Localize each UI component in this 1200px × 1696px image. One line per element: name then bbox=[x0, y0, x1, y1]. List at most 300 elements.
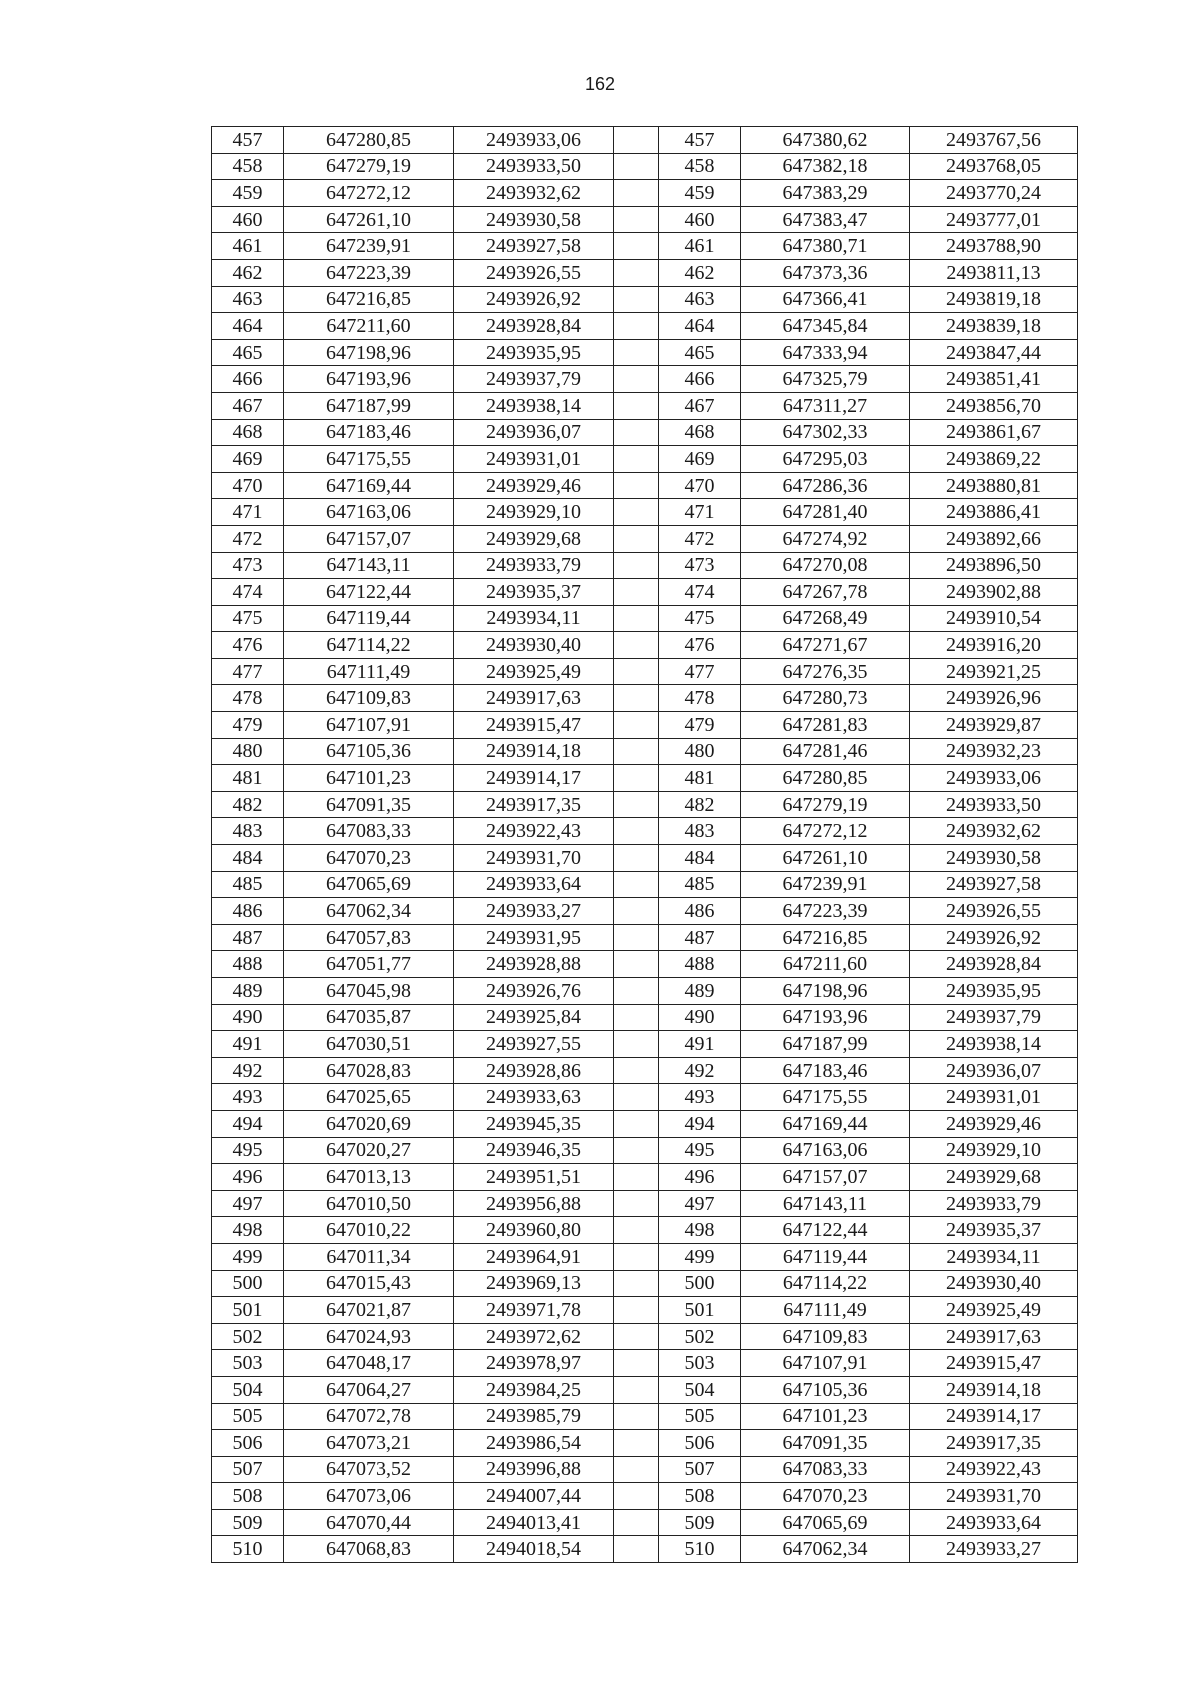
empty-separator-cell bbox=[614, 1403, 659, 1430]
table-row bbox=[212, 233, 1078, 260]
point-number-left: 477 bbox=[212, 658, 284, 685]
x-coordinate-right: 647267,78 bbox=[741, 579, 910, 606]
y-coordinate-left: 2493978,97 bbox=[454, 1350, 614, 1377]
point-number-right: 470 bbox=[659, 472, 741, 499]
y-coordinate-right: 2493917,63 bbox=[910, 1323, 1078, 1350]
table-row bbox=[212, 1350, 1078, 1377]
point-number-right: 482 bbox=[659, 791, 741, 818]
empty-separator-cell bbox=[614, 845, 659, 872]
x-coordinate-right: 647143,11 bbox=[741, 1190, 910, 1217]
x-coordinate-right: 647272,12 bbox=[741, 818, 910, 845]
empty-separator-cell bbox=[614, 552, 659, 579]
x-coordinate-right: 647280,73 bbox=[741, 685, 910, 712]
y-coordinate-left: 2493936,07 bbox=[454, 419, 614, 446]
y-coordinate-right: 2493777,01 bbox=[910, 206, 1078, 233]
table-row bbox=[212, 845, 1078, 872]
point-number-right: 462 bbox=[659, 259, 741, 286]
table-row bbox=[212, 1137, 1078, 1164]
table-row bbox=[212, 632, 1078, 659]
table-row bbox=[212, 765, 1078, 792]
x-coordinate-left: 647261,10 bbox=[284, 206, 454, 233]
x-coordinate-left: 647280,85 bbox=[284, 127, 454, 154]
x-coordinate-right: 647119,44 bbox=[741, 1243, 910, 1270]
table-row bbox=[212, 1376, 1078, 1403]
point-number-right: 480 bbox=[659, 738, 741, 765]
x-coordinate-right: 647383,47 bbox=[741, 206, 910, 233]
y-coordinate-left: 2493996,88 bbox=[454, 1456, 614, 1483]
y-coordinate-right: 2493931,70 bbox=[910, 1483, 1078, 1510]
table-row bbox=[212, 712, 1078, 739]
x-coordinate-right: 647276,35 bbox=[741, 658, 910, 685]
point-number-left: 509 bbox=[212, 1509, 284, 1536]
table-row bbox=[212, 313, 1078, 340]
y-coordinate-right: 2493933,50 bbox=[910, 791, 1078, 818]
x-coordinate-left: 647111,49 bbox=[284, 658, 454, 685]
x-coordinate-right: 647279,19 bbox=[741, 791, 910, 818]
table-row bbox=[212, 818, 1078, 845]
point-number-left: 478 bbox=[212, 685, 284, 712]
x-coordinate-left: 647064,27 bbox=[284, 1376, 454, 1403]
table-row bbox=[212, 472, 1078, 499]
point-number-left: 493 bbox=[212, 1084, 284, 1111]
point-number-right: 460 bbox=[659, 206, 741, 233]
point-number-right: 500 bbox=[659, 1270, 741, 1297]
empty-separator-cell bbox=[614, 127, 659, 154]
x-coordinate-right: 647373,36 bbox=[741, 259, 910, 286]
point-number-left: 500 bbox=[212, 1270, 284, 1297]
x-coordinate-left: 647020,27 bbox=[284, 1137, 454, 1164]
point-number-left: 510 bbox=[212, 1536, 284, 1563]
y-coordinate-left: 2493929,10 bbox=[454, 499, 614, 526]
empty-separator-cell bbox=[614, 898, 659, 925]
empty-separator-cell bbox=[614, 366, 659, 393]
point-number-left: 502 bbox=[212, 1323, 284, 1350]
y-coordinate-right: 2493914,18 bbox=[910, 1376, 1078, 1403]
point-number-right: 490 bbox=[659, 1004, 741, 1031]
point-number-left: 494 bbox=[212, 1110, 284, 1137]
empty-separator-cell bbox=[614, 1190, 659, 1217]
table-row bbox=[212, 419, 1078, 446]
y-coordinate-left: 2493969,13 bbox=[454, 1270, 614, 1297]
point-number-right: 465 bbox=[659, 339, 741, 366]
x-coordinate-right: 647198,96 bbox=[741, 978, 910, 1005]
y-coordinate-right: 2493896,50 bbox=[910, 552, 1078, 579]
x-coordinate-right: 647070,23 bbox=[741, 1483, 910, 1510]
x-coordinate-left: 647169,44 bbox=[284, 472, 454, 499]
x-coordinate-right: 647122,44 bbox=[741, 1217, 910, 1244]
y-coordinate-left: 2493927,58 bbox=[454, 233, 614, 260]
empty-separator-cell bbox=[614, 1243, 659, 1270]
x-coordinate-left: 647073,52 bbox=[284, 1456, 454, 1483]
y-coordinate-left: 2493951,51 bbox=[454, 1164, 614, 1191]
x-coordinate-left: 647030,51 bbox=[284, 1031, 454, 1058]
x-coordinate-left: 647010,50 bbox=[284, 1190, 454, 1217]
point-number-right: 510 bbox=[659, 1536, 741, 1563]
y-coordinate-right: 2493811,13 bbox=[910, 259, 1078, 286]
empty-separator-cell bbox=[614, 1270, 659, 1297]
x-coordinate-left: 647163,06 bbox=[284, 499, 454, 526]
point-number-left: 473 bbox=[212, 552, 284, 579]
point-number-left: 483 bbox=[212, 818, 284, 845]
x-coordinate-right: 647175,55 bbox=[741, 1084, 910, 1111]
x-coordinate-left: 647143,11 bbox=[284, 552, 454, 579]
point-number-right: 481 bbox=[659, 765, 741, 792]
x-coordinate-left: 647072,78 bbox=[284, 1403, 454, 1430]
x-coordinate-left: 647073,21 bbox=[284, 1430, 454, 1457]
x-coordinate-left: 647057,83 bbox=[284, 924, 454, 951]
x-coordinate-left: 647010,22 bbox=[284, 1217, 454, 1244]
y-coordinate-left: 2493926,76 bbox=[454, 978, 614, 1005]
y-coordinate-left: 2493964,91 bbox=[454, 1243, 614, 1270]
empty-separator-cell bbox=[614, 579, 659, 606]
point-number-left: 487 bbox=[212, 924, 284, 951]
y-coordinate-right: 2493933,79 bbox=[910, 1190, 1078, 1217]
empty-separator-cell bbox=[614, 871, 659, 898]
empty-separator-cell bbox=[614, 286, 659, 313]
y-coordinate-left: 2493930,58 bbox=[454, 206, 614, 233]
x-coordinate-right: 647261,10 bbox=[741, 845, 910, 872]
point-number-left: 491 bbox=[212, 1031, 284, 1058]
y-coordinate-right: 2493921,25 bbox=[910, 658, 1078, 685]
y-coordinate-right: 2493926,96 bbox=[910, 685, 1078, 712]
x-coordinate-left: 647021,87 bbox=[284, 1297, 454, 1324]
point-number-left: 503 bbox=[212, 1350, 284, 1377]
point-number-left: 462 bbox=[212, 259, 284, 286]
y-coordinate-left: 2493926,55 bbox=[454, 259, 614, 286]
empty-separator-cell bbox=[614, 1456, 659, 1483]
x-coordinate-left: 647070,44 bbox=[284, 1509, 454, 1536]
table-row bbox=[212, 339, 1078, 366]
y-coordinate-right: 2493929,87 bbox=[910, 712, 1078, 739]
y-coordinate-right: 2493851,41 bbox=[910, 366, 1078, 393]
empty-separator-cell bbox=[614, 392, 659, 419]
x-coordinate-left: 647183,46 bbox=[284, 419, 454, 446]
x-coordinate-right: 647295,03 bbox=[741, 446, 910, 473]
point-number-left: 471 bbox=[212, 499, 284, 526]
table-row bbox=[212, 499, 1078, 526]
point-number-left: 460 bbox=[212, 206, 284, 233]
x-coordinate-right: 647091,35 bbox=[741, 1430, 910, 1457]
y-coordinate-right: 2493938,14 bbox=[910, 1031, 1078, 1058]
coordinates-table bbox=[211, 126, 1078, 1563]
point-number-right: 476 bbox=[659, 632, 741, 659]
point-number-right: 485 bbox=[659, 871, 741, 898]
point-number-right: 507 bbox=[659, 1456, 741, 1483]
y-coordinate-left: 2493945,35 bbox=[454, 1110, 614, 1137]
point-number-right: 501 bbox=[659, 1297, 741, 1324]
y-coordinate-right: 2493927,58 bbox=[910, 871, 1078, 898]
point-number-right: 475 bbox=[659, 605, 741, 632]
empty-separator-cell bbox=[614, 1536, 659, 1563]
y-coordinate-left: 2493931,95 bbox=[454, 924, 614, 951]
x-coordinate-right: 647169,44 bbox=[741, 1110, 910, 1137]
y-coordinate-right: 2493933,06 bbox=[910, 765, 1078, 792]
point-number-left: 497 bbox=[212, 1190, 284, 1217]
x-coordinate-right: 647105,36 bbox=[741, 1376, 910, 1403]
table-row bbox=[212, 286, 1078, 313]
y-coordinate-left: 2493915,47 bbox=[454, 712, 614, 739]
point-number-left: 475 bbox=[212, 605, 284, 632]
table-row bbox=[212, 1297, 1078, 1324]
table-row bbox=[212, 1509, 1078, 1536]
y-coordinate-right: 2493917,35 bbox=[910, 1430, 1078, 1457]
table-row bbox=[212, 791, 1078, 818]
table-row bbox=[212, 525, 1078, 552]
table-row bbox=[212, 153, 1078, 180]
x-coordinate-right: 647109,83 bbox=[741, 1323, 910, 1350]
empty-separator-cell bbox=[614, 738, 659, 765]
page-number: 162 bbox=[584, 74, 616, 94]
point-number-left: 463 bbox=[212, 286, 284, 313]
y-coordinate-right: 2493933,27 bbox=[910, 1536, 1078, 1563]
y-coordinate-right: 2493847,44 bbox=[910, 339, 1078, 366]
point-number-right: 494 bbox=[659, 1110, 741, 1137]
point-number-left: 506 bbox=[212, 1430, 284, 1457]
x-coordinate-right: 647223,39 bbox=[741, 898, 910, 925]
point-number-right: 468 bbox=[659, 419, 741, 446]
x-coordinate-right: 647383,29 bbox=[741, 180, 910, 207]
point-number-left: 488 bbox=[212, 951, 284, 978]
table-row bbox=[212, 738, 1078, 765]
point-number-left: 492 bbox=[212, 1057, 284, 1084]
y-coordinate-right: 2493928,84 bbox=[910, 951, 1078, 978]
x-coordinate-right: 647111,49 bbox=[741, 1297, 910, 1324]
x-coordinate-right: 647157,07 bbox=[741, 1164, 910, 1191]
table-row bbox=[212, 392, 1078, 419]
y-coordinate-right: 2493932,62 bbox=[910, 818, 1078, 845]
y-coordinate-left: 2493931,70 bbox=[454, 845, 614, 872]
y-coordinate-left: 2493985,79 bbox=[454, 1403, 614, 1430]
x-coordinate-right: 647366,41 bbox=[741, 286, 910, 313]
y-coordinate-right: 2493937,79 bbox=[910, 1004, 1078, 1031]
x-coordinate-left: 647101,23 bbox=[284, 765, 454, 792]
x-coordinate-left: 647020,69 bbox=[284, 1110, 454, 1137]
empty-separator-cell bbox=[614, 419, 659, 446]
empty-separator-cell bbox=[614, 632, 659, 659]
point-number-left: 466 bbox=[212, 366, 284, 393]
table-row bbox=[212, 1430, 1078, 1457]
y-coordinate-left: 2493933,06 bbox=[454, 127, 614, 154]
empty-separator-cell bbox=[614, 658, 659, 685]
y-coordinate-left: 2493922,43 bbox=[454, 818, 614, 845]
x-coordinate-left: 647091,35 bbox=[284, 791, 454, 818]
x-coordinate-right: 647211,60 bbox=[741, 951, 910, 978]
y-coordinate-right: 2493856,70 bbox=[910, 392, 1078, 419]
empty-separator-cell bbox=[614, 685, 659, 712]
x-coordinate-left: 647119,44 bbox=[284, 605, 454, 632]
point-number-left: 505 bbox=[212, 1403, 284, 1430]
y-coordinate-right: 2493880,81 bbox=[910, 472, 1078, 499]
table-row bbox=[212, 1217, 1078, 1244]
table-row bbox=[212, 1164, 1078, 1191]
point-number-right: 484 bbox=[659, 845, 741, 872]
point-number-right: 493 bbox=[659, 1084, 741, 1111]
point-number-right: 497 bbox=[659, 1190, 741, 1217]
x-coordinate-left: 647025,65 bbox=[284, 1084, 454, 1111]
y-coordinate-right: 2493902,88 bbox=[910, 579, 1078, 606]
point-number-left: 498 bbox=[212, 1217, 284, 1244]
x-coordinate-right: 647239,91 bbox=[741, 871, 910, 898]
y-coordinate-right: 2493935,95 bbox=[910, 978, 1078, 1005]
table-row bbox=[212, 898, 1078, 925]
point-number-left: 490 bbox=[212, 1004, 284, 1031]
point-number-left: 484 bbox=[212, 845, 284, 872]
y-coordinate-left: 2493925,49 bbox=[454, 658, 614, 685]
point-number-left: 480 bbox=[212, 738, 284, 765]
y-coordinate-left: 2493929,46 bbox=[454, 472, 614, 499]
empty-separator-cell bbox=[614, 472, 659, 499]
x-coordinate-left: 647122,44 bbox=[284, 579, 454, 606]
empty-separator-cell bbox=[614, 1217, 659, 1244]
table-row bbox=[212, 871, 1078, 898]
y-coordinate-right: 2493922,43 bbox=[910, 1456, 1078, 1483]
point-number-right: 466 bbox=[659, 366, 741, 393]
x-coordinate-right: 647281,40 bbox=[741, 499, 910, 526]
x-coordinate-left: 647028,83 bbox=[284, 1057, 454, 1084]
y-coordinate-right: 2493934,11 bbox=[910, 1243, 1078, 1270]
table-row bbox=[212, 180, 1078, 207]
empty-separator-cell bbox=[614, 259, 659, 286]
x-coordinate-left: 647048,17 bbox=[284, 1350, 454, 1377]
table-row bbox=[212, 366, 1078, 393]
empty-separator-cell bbox=[614, 1376, 659, 1403]
x-coordinate-right: 647311,27 bbox=[741, 392, 910, 419]
y-coordinate-right: 2493926,92 bbox=[910, 924, 1078, 951]
y-coordinate-right: 2493931,01 bbox=[910, 1084, 1078, 1111]
point-number-right: 477 bbox=[659, 658, 741, 685]
y-coordinate-right: 2493930,40 bbox=[910, 1270, 1078, 1297]
empty-separator-cell bbox=[614, 1509, 659, 1536]
y-coordinate-right: 2493768,05 bbox=[910, 153, 1078, 180]
y-coordinate-right: 2493788,90 bbox=[910, 233, 1078, 260]
point-number-left: 485 bbox=[212, 871, 284, 898]
y-coordinate-left: 2493935,37 bbox=[454, 579, 614, 606]
x-coordinate-left: 647073,06 bbox=[284, 1483, 454, 1510]
y-coordinate-left: 2493914,17 bbox=[454, 765, 614, 792]
x-coordinate-right: 647281,83 bbox=[741, 712, 910, 739]
point-number-right: 487 bbox=[659, 924, 741, 951]
point-number-right: 491 bbox=[659, 1031, 741, 1058]
table-row bbox=[212, 1190, 1078, 1217]
y-coordinate-right: 2493767,56 bbox=[910, 127, 1078, 154]
point-number-right: 503 bbox=[659, 1350, 741, 1377]
empty-separator-cell bbox=[614, 605, 659, 632]
x-coordinate-left: 647015,43 bbox=[284, 1270, 454, 1297]
point-number-left: 457 bbox=[212, 127, 284, 154]
point-number-left: 496 bbox=[212, 1164, 284, 1191]
x-coordinate-left: 647211,60 bbox=[284, 313, 454, 340]
table-row bbox=[212, 127, 1078, 154]
point-number-right: 486 bbox=[659, 898, 741, 925]
empty-separator-cell bbox=[614, 233, 659, 260]
table-row bbox=[212, 552, 1078, 579]
table-row bbox=[212, 658, 1078, 685]
x-coordinate-left: 647065,69 bbox=[284, 871, 454, 898]
y-coordinate-right: 2493819,18 bbox=[910, 286, 1078, 313]
table-row bbox=[212, 1270, 1078, 1297]
y-coordinate-left: 2493928,84 bbox=[454, 313, 614, 340]
y-coordinate-left: 2493914,18 bbox=[454, 738, 614, 765]
x-coordinate-left: 647193,96 bbox=[284, 366, 454, 393]
point-number-left: 482 bbox=[212, 791, 284, 818]
point-number-left: 459 bbox=[212, 180, 284, 207]
y-coordinate-left: 2493933,79 bbox=[454, 552, 614, 579]
point-number-right: 463 bbox=[659, 286, 741, 313]
x-coordinate-right: 647193,96 bbox=[741, 1004, 910, 1031]
y-coordinate-left: 2493933,50 bbox=[454, 153, 614, 180]
point-number-left: 481 bbox=[212, 765, 284, 792]
x-coordinate-right: 647280,85 bbox=[741, 765, 910, 792]
y-coordinate-left: 2493925,84 bbox=[454, 1004, 614, 1031]
y-coordinate-right: 2493929,68 bbox=[910, 1164, 1078, 1191]
point-number-right: 502 bbox=[659, 1323, 741, 1350]
point-number-left: 499 bbox=[212, 1243, 284, 1270]
empty-separator-cell bbox=[614, 525, 659, 552]
point-number-right: 509 bbox=[659, 1509, 741, 1536]
x-coordinate-left: 647068,83 bbox=[284, 1536, 454, 1563]
y-coordinate-right: 2493929,46 bbox=[910, 1110, 1078, 1137]
x-coordinate-left: 647107,91 bbox=[284, 712, 454, 739]
y-coordinate-right: 2493929,10 bbox=[910, 1137, 1078, 1164]
empty-separator-cell bbox=[614, 180, 659, 207]
y-coordinate-left: 2493984,25 bbox=[454, 1376, 614, 1403]
x-coordinate-left: 647011,34 bbox=[284, 1243, 454, 1270]
x-coordinate-right: 647268,49 bbox=[741, 605, 910, 632]
point-number-left: 474 bbox=[212, 579, 284, 606]
point-number-left: 469 bbox=[212, 446, 284, 473]
point-number-right: 478 bbox=[659, 685, 741, 712]
y-coordinate-right: 2493861,67 bbox=[910, 419, 1078, 446]
x-coordinate-right: 647380,71 bbox=[741, 233, 910, 260]
x-coordinate-right: 647101,23 bbox=[741, 1403, 910, 1430]
empty-separator-cell bbox=[614, 978, 659, 1005]
point-number-right: 458 bbox=[659, 153, 741, 180]
y-coordinate-left: 2493934,11 bbox=[454, 605, 614, 632]
empty-separator-cell bbox=[614, 1031, 659, 1058]
empty-separator-cell bbox=[614, 313, 659, 340]
y-coordinate-left: 2493960,80 bbox=[454, 1217, 614, 1244]
table-row bbox=[212, 579, 1078, 606]
point-number-right: 459 bbox=[659, 180, 741, 207]
point-number-right: 506 bbox=[659, 1430, 741, 1457]
y-coordinate-right: 2493916,20 bbox=[910, 632, 1078, 659]
table-row bbox=[212, 1483, 1078, 1510]
y-coordinate-right: 2493930,58 bbox=[910, 845, 1078, 872]
table-row bbox=[212, 951, 1078, 978]
table-row bbox=[212, 1031, 1078, 1058]
x-coordinate-left: 647051,77 bbox=[284, 951, 454, 978]
table-row bbox=[212, 685, 1078, 712]
point-number-right: 495 bbox=[659, 1137, 741, 1164]
y-coordinate-left: 2493926,92 bbox=[454, 286, 614, 313]
x-coordinate-left: 647272,12 bbox=[284, 180, 454, 207]
y-coordinate-left: 2493956,88 bbox=[454, 1190, 614, 1217]
point-number-left: 461 bbox=[212, 233, 284, 260]
table-row bbox=[212, 1004, 1078, 1031]
y-coordinate-left: 2493928,86 bbox=[454, 1057, 614, 1084]
empty-separator-cell bbox=[614, 712, 659, 739]
y-coordinate-left: 2493931,01 bbox=[454, 446, 614, 473]
y-coordinate-right: 2493936,07 bbox=[910, 1057, 1078, 1084]
y-coordinate-left: 2493971,78 bbox=[454, 1297, 614, 1324]
empty-separator-cell bbox=[614, 924, 659, 951]
table-row bbox=[212, 924, 1078, 951]
table-row bbox=[212, 605, 1078, 632]
y-coordinate-right: 2493933,64 bbox=[910, 1509, 1078, 1536]
x-coordinate-left: 647024,93 bbox=[284, 1323, 454, 1350]
y-coordinate-left: 2493937,79 bbox=[454, 366, 614, 393]
point-number-right: 492 bbox=[659, 1057, 741, 1084]
